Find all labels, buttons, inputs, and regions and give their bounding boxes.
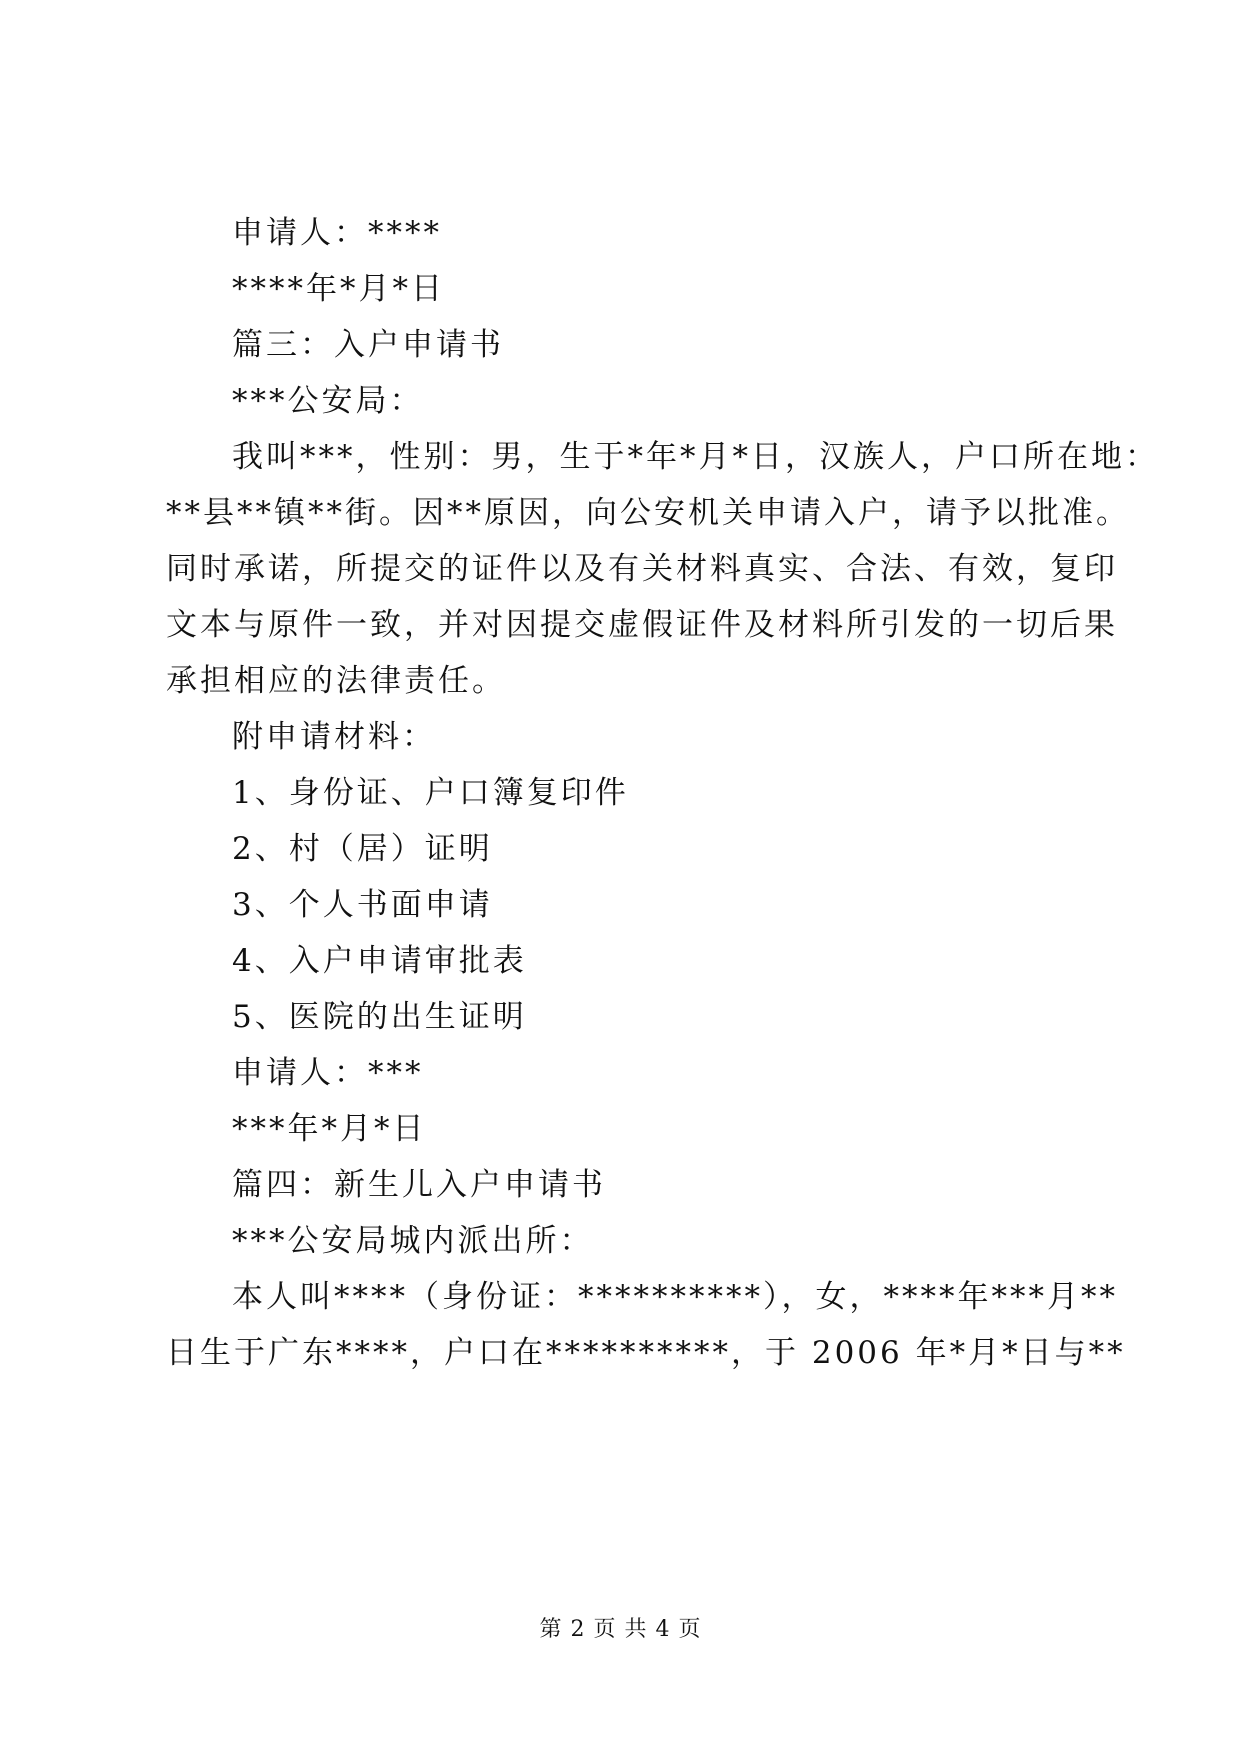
paragraph-line: 同时承诺，所提交的证件以及有关材料真实、合法、有效，复印 <box>166 551 1118 587</box>
signature-date: ***年*月*日 <box>232 1111 427 1147</box>
list-item: 2、村（居）证明 <box>232 831 493 867</box>
applicant-signature: 申请人：**** <box>232 215 442 251</box>
list-item: 5、医院的出生证明 <box>232 999 527 1035</box>
signature-date: ****年*月*日 <box>232 271 445 307</box>
paragraph-line: 日生于广东****，户口在**********，于 2006 年*月*日与** <box>166 1335 1126 1371</box>
paragraph-line: **县**镇**街。因**原因，向公安机关申请入户，请予以批准。 <box>166 495 1130 531</box>
paragraph-line: 我叫***，性别：男，生于*年*月*日，汉族人，户口所在地： <box>232 439 1159 475</box>
attachments-heading: 附申请材料： <box>232 719 436 755</box>
addressee: ***公安局： <box>232 383 424 419</box>
list-item: 3、个人书面申请 <box>232 887 493 923</box>
list-item: 1、身份证、户口簿复印件 <box>232 775 629 811</box>
list-item: 4、入户申请审批表 <box>232 943 527 979</box>
addressee: ***公安局城内派出所： <box>232 1223 594 1259</box>
paragraph-line: 文本与原件一致，并对因提交虚假证件及材料所引发的一切后果 <box>166 607 1118 643</box>
section-title-4: 篇四：新生儿入户申请书 <box>232 1167 606 1203</box>
paragraph-line: 本人叫****（身份证：**********），女，****年***月** <box>232 1279 1118 1315</box>
section-title-3: 篇三：入户申请书 <box>232 327 504 363</box>
paragraph-line: 承担相应的法律责任。 <box>166 663 506 699</box>
page-number-footer: 第 2 页 共 4 页 <box>539 1617 702 1642</box>
applicant-signature: 申请人：*** <box>232 1055 424 1091</box>
